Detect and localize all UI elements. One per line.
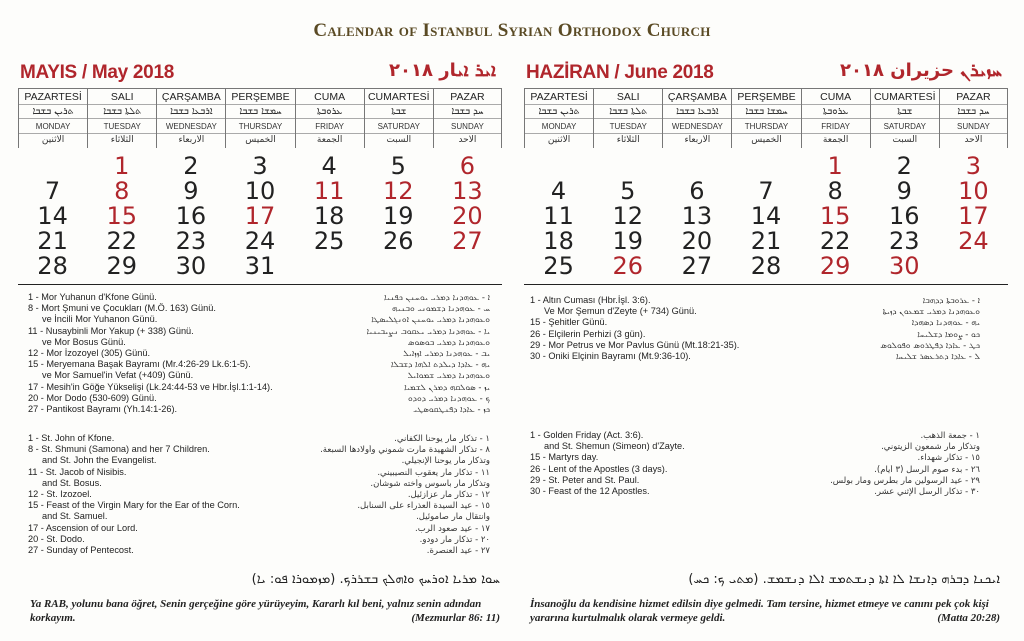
calendar-day: 15 <box>106 202 137 230</box>
weekday-name-english: WEDNESDAY <box>663 118 731 133</box>
calendar-day: 18 <box>313 202 345 230</box>
weekday-name-syriac: ܐܪܒܥܐ ܒܫܒܐ <box>676 106 719 117</box>
weekday-name-english: FRIDAY <box>296 118 364 133</box>
calendar-day: 18 <box>543 227 574 255</box>
event-item: ١١ - تذكار مار يعقوب النصيبيني. <box>377 467 490 478</box>
calendar-day: 20 <box>681 227 713 255</box>
weekday-name-syriac: ܬܠܬܐ ܒܫܒܐ <box>103 106 142 117</box>
weekday-header <box>524 88 593 148</box>
event-item: 11 - Nusaybinli Mor Yakup (+ 338) Günü. <box>28 325 194 336</box>
weekday-name-turkish: PAZAR <box>434 89 501 105</box>
month-header <box>18 58 502 88</box>
calendar-day: 24 <box>958 227 989 255</box>
event-item: ܘܥܘܗܕܢܐ ܕܡܪܝ ܝܘܚܢܢ ܐܘܢܓܠܝܣܛܐ <box>371 315 490 326</box>
month-name: MAYIS / May 2018 <box>20 62 174 83</box>
event-item: ܐ - ܥܪܘܒܬܐ ܕܕܗܒܐ <box>922 296 980 306</box>
month-name: HAZİRAN / June 2018 <box>526 62 714 83</box>
calendar-day: 13 <box>452 177 483 205</box>
month-name-syriac: ܐܝܪ ܐܝار ٢٠١٨ <box>389 60 496 81</box>
event-item: 12 - Mor İzozoyel (305) Günü. <box>28 348 151 359</box>
event-item: ٨ - تذكار الشهيدة مارت شموني وأولادها السبعة. <box>320 445 490 456</box>
event-item: ܝܗ - ܥܘܗܕܢܐ ܕܣܗܕܐ <box>911 318 980 329</box>
events-list-arabic <box>790 431 980 498</box>
event-item: 30 - Oniki Elçinin Bayramı (Mt.9:36-10). <box>530 351 691 362</box>
events-list-syriac <box>790 296 980 363</box>
event-item: وانتقال مار صاموئيل. <box>416 512 490 523</box>
calendar-day: 22 <box>106 227 137 255</box>
calendar-day: 8 <box>827 177 843 205</box>
weekday-name-arabic: الاثنين <box>525 133 593 147</box>
weekday-name-syriac: ܥܪܘܒܬܐ <box>822 106 849 117</box>
weekday-name-turkish: ÇARŞAMBA <box>663 89 731 105</box>
event-item: ܘܥܘܗܕܢܐ ܕܡܪܝ ܫܡܥܘܢ ܕܙܝܬܐ <box>882 307 980 318</box>
weekday-name-english: SUNDAY <box>434 118 501 133</box>
weekday-name-syriac: ܐܪܒܥܐ ܒܫܒܐ <box>170 106 213 117</box>
calendar-day: 14 <box>750 202 782 230</box>
event-item: ١ - جمعة الذهب. <box>920 431 980 441</box>
calendar-day: 30 <box>175 252 207 280</box>
event-item: ١٧ - عيد صعود الرب. <box>415 523 490 534</box>
event-item: ܠ - ܥܐܕܐ ܕܬܪܥܣܪ ܫܠܝܚܐ <box>896 352 980 363</box>
calendar-day-empty <box>939 254 1008 279</box>
weekday-name-syriac: ܬܠܬܐ ܒܫܒܐ <box>609 106 648 117</box>
event-item: 20 - St. Dodo. <box>28 533 85 544</box>
event-item: ܝܒ - ܥܘܗܕܢܐ ܕܡܪܝ ܐܙܙܐܝܠ <box>403 349 490 360</box>
weekday-name-arabic: الاثنين <box>19 133 87 147</box>
bible-verse <box>530 597 1000 625</box>
calendar-day: 25 <box>313 227 345 255</box>
calendar-day: 30 <box>889 252 920 280</box>
event-item: 17 - Ascension of our Lord. <box>28 522 138 533</box>
calendar-day: 19 <box>383 202 414 230</box>
weekday-name-syriac: ܬܪܝܢ ܒܫܒܐ <box>538 106 580 117</box>
days-grid <box>18 154 502 279</box>
weekday-name-syriac: ܚܕ ܒܫܒܐ <box>957 106 990 117</box>
weekday-name-turkish: PAZARTESİ <box>525 89 593 105</box>
event-item: 1 - Golden Friday (Act. 3:6). <box>530 430 644 440</box>
weekday-header <box>939 88 1008 148</box>
event-item: 1 - Mor Yuhanun d'Kfone Günü. <box>28 292 157 302</box>
weekday-name-arabic: الثلاثاء <box>88 133 156 147</box>
events-list-english <box>530 430 800 497</box>
weekday-name-syriac: ܚܕ ܒܫܒܐ <box>451 106 484 117</box>
calendar-day-empty <box>433 254 502 279</box>
event-item: ܟܙ - ܥܐܕܐ ܕܦܢܛܩܘܣܛܝ <box>413 405 490 416</box>
weekday-header <box>731 88 800 148</box>
event-item: 20 - Mor Dodo (530-609) Günü. <box>28 392 157 403</box>
month-calendar-june <box>524 58 1008 280</box>
calendar-day: 12 <box>612 202 643 230</box>
event-item: وتذكار مار يوحنا الإنجيلي. <box>401 456 490 467</box>
event-item: 15 - Şehitler Günü. <box>530 317 608 328</box>
event-item: 29 - St. Peter and St. Paul. <box>530 474 640 485</box>
calendar-day: 5 <box>620 177 636 205</box>
calendar-day-empty <box>18 154 87 179</box>
weekday-name-english: TUESDAY <box>594 118 662 133</box>
calendar-day: 10 <box>958 177 989 205</box>
event-item: ܟܘ - ܨܘܡܐ ܕܫܠܝܚܐ <box>917 329 980 340</box>
weekday-name-syriac: ܚܡܫܐ ܒܫܒܐ <box>239 106 282 117</box>
verse-text: Ya RAB, yolunu bana öğret, Senin gerçeğine göre yürüyeyim, Kararlı kıl beni, yalnız senin adından korkayım. <box>30 598 482 624</box>
weekday-name-arabic: الخميس <box>732 133 800 147</box>
weekday-name-turkish: ÇARŞAMBA <box>157 89 225 105</box>
event-item: ٢٩ - عيد الرسولين مار بطرس ومار بولس. <box>830 475 980 486</box>
weekday-name-arabic: السبت <box>871 133 939 147</box>
event-item: ١٥ - تذكار شهداء. <box>917 453 980 464</box>
events-list-english <box>28 433 288 556</box>
calendar-day: 20 <box>452 202 483 230</box>
calendar-day: 9 <box>896 177 912 205</box>
events-list-arabic <box>300 434 490 557</box>
events-list-turkish <box>28 292 298 415</box>
weekday-name-english: THURSDAY <box>732 118 800 133</box>
calendar-day: 15 <box>819 202 851 230</box>
event-item: 15 - Feast of the Virgin Mary for the Ear of the Corn. <box>28 500 240 511</box>
weekday-name-turkish: CUMARTESİ <box>871 89 939 105</box>
weekday-name-arabic: الجمعة <box>296 133 364 147</box>
calendar-day: 23 <box>175 227 207 255</box>
calendar-day: 3 <box>252 152 268 180</box>
calendar-day: 14 <box>37 202 68 230</box>
calendar-day: 25 <box>543 252 574 280</box>
event-item: ܟ - ܥܘܗܕܢܐ ܕܡܪܝ ܕܘܕܘ <box>408 393 490 404</box>
weekday-header <box>18 88 87 148</box>
weekday-name-turkish: PERŞEMBE <box>732 89 800 105</box>
event-item: 17 - Mesih'in Göğe Yükselişi (Lk.24:44-53 ve Hbr.İşl.1:1-14). <box>28 381 273 392</box>
event-item: 30 - Feast of the 12 Apostles. <box>530 486 650 497</box>
weekday-name-arabic: الاحد <box>940 133 1007 147</box>
event-item: Ve Mor Şemun d'Zeyte (+ 734) Günü. <box>544 306 697 317</box>
calendar-day-empty <box>364 254 433 279</box>
calendar-day: 7 <box>758 177 774 205</box>
weekday-name-english: WEDNESDAY <box>157 118 225 133</box>
weekday-name-turkish: CUMA <box>296 89 364 105</box>
event-item: ٢٧ - عيد العنصرة. <box>426 546 490 557</box>
calendar-day: 2 <box>896 152 912 180</box>
event-item: and St. Shemun (Simeon) d'Zayte. <box>544 441 685 452</box>
event-item: 26 - Elçilerin Perhizi (3 gün). <box>530 328 646 339</box>
event-item: ܝܙ - ܣܘܠܩܗ ܕܡܪܢ ܠܫܡܝܐ <box>404 382 490 393</box>
month-calendar-may <box>18 58 502 280</box>
weekday-header <box>156 88 225 148</box>
event-item: 12 - St. Izozoel. <box>28 489 92 500</box>
event-item: 8 - Mort Şmuni ve Çocukları (M.Ö. 163) Günü. <box>28 303 216 314</box>
calendar-day: 7 <box>44 177 61 205</box>
calendar-day: 16 <box>175 202 207 230</box>
weekday-name-turkish: SALI <box>594 89 662 105</box>
calendar-day: 6 <box>689 177 705 205</box>
calendar-day-empty <box>662 154 731 179</box>
bible-verse <box>30 597 500 625</box>
event-item: 1 - St. John of Kfone. <box>28 433 115 443</box>
event-item: وتذكار مار شمعون الزيتوني. <box>881 442 980 453</box>
calendar-day-empty <box>524 154 593 179</box>
weekday-name-turkish: CUMA <box>802 89 870 105</box>
weekday-name-english: TUESDAY <box>88 118 156 133</box>
event-item: 15 - Meryemana Başak Bayramı (Mr.4:26-29 Lk.6:1-5). <box>28 359 251 370</box>
calendar-day: 3 <box>965 152 982 180</box>
event-item: 29 - Mor Petrus ve Mor Pavlus Günü (Mt.18:21-35). <box>530 339 740 350</box>
month-header <box>524 58 1008 88</box>
weekday-name-turkish: PERŞEMBE <box>226 89 294 105</box>
events-list-turkish <box>530 295 800 362</box>
calendar-day: 24 <box>244 227 276 255</box>
event-item: ve İncili Mor Yuhanon Günü. <box>42 314 158 325</box>
calendar-day: 2 <box>183 152 199 180</box>
event-item: and St. Samuel. <box>42 511 108 522</box>
weekday-header <box>295 88 364 148</box>
event-item: 26 - Lent of the Apostles (3 days). <box>530 463 668 474</box>
calendar-day: 13 <box>681 202 713 230</box>
calendar-day: 28 <box>750 252 782 280</box>
calendar-day: 11 <box>313 177 345 205</box>
event-item: 27 - Pantikost Bayramı (Yh.14:1-26). <box>28 404 178 415</box>
calendar-grid <box>18 88 502 285</box>
weekday-name-english: THURSDAY <box>226 118 294 133</box>
weekday-name-syriac: ܚܡܫܐ ܒܫܒܐ <box>745 106 788 117</box>
event-item: ٢٠ - تذكار مار دودو. <box>419 534 490 545</box>
event-item: وتذكار مار باسوس وأخته شوشان. <box>370 478 490 489</box>
weekday-name-arabic: الجمعة <box>802 133 870 147</box>
calendar-day: 9 <box>183 177 199 205</box>
verse-syriac: ܐܝܟܢܐ ܕܒܪܗ ܕܐܢܫܐ ܠܐ ܐܬܐ ܕܢܫܬܡܫ ܐܠܐ ܕܢܫܡܫ. (ܡܬܝ ܟ: ܟܚ) <box>688 572 1000 587</box>
verse-text: İnsanoğlu da kendisine hizmet edilsin diye gelmedi. Tam tersine, hizmet etmeye ve canını pek çok kişi yararına kurtulmalık olarak vermeye geldi. <box>530 598 989 624</box>
weekday-header-row <box>18 88 502 148</box>
weekday-name-turkish: SALI <box>88 89 156 105</box>
calendar-day: 19 <box>612 227 643 255</box>
calendar-day: 23 <box>889 227 920 255</box>
weekday-name-turkish: PAZARTESİ <box>19 89 87 105</box>
month-name-syriac: ܚܙܝܪܢ حزيران ٢٠١٨ <box>840 60 1002 81</box>
calendar-day: 17 <box>244 202 276 230</box>
event-item: ܟܛ - ܥܐܕܐ ܕܦܛܪܘܣ ܘܦܘܠܘܣ <box>880 340 980 351</box>
weekday-name-arabic: الخميس <box>226 133 294 147</box>
event-item: and St. John the Evangelist. <box>42 455 157 466</box>
calendar-day: 6 <box>459 152 476 180</box>
calendar-day: 29 <box>819 252 851 280</box>
page-title: Calendar of Istanbul Syrian Orthodox Church <box>313 20 711 41</box>
calendar-day: 10 <box>244 177 276 205</box>
weekday-name-arabic: الاربعاء <box>157 133 225 147</box>
verse-reference: (Matta 20:28) <box>937 612 1000 624</box>
verse-syriac: ܚܘܐ ܡܪܝܐ ܐܘܪܚܟ ܘܐܗܠܟ ܒܫܪܪܟ. (ܡܙܡܘܪܐ ܦܘ: ܝܐ) <box>251 572 500 587</box>
weekday-name-english: FRIDAY <box>802 118 870 133</box>
weekday-name-syriac: ܥܪܘܒܬܐ <box>316 106 343 117</box>
weekday-header-row <box>524 88 1008 148</box>
weekday-header <box>433 88 502 148</box>
calendar-day: 21 <box>750 227 782 255</box>
calendar-day-empty <box>295 254 364 279</box>
weekday-name-english: SATURDAY <box>871 118 939 133</box>
weekday-name-arabic: السبت <box>365 133 433 147</box>
event-item: ܝܗ - ܥܐܕܐ ܕܝܠܕܬ ܐܠܗܐ ܕܫܒܠܐ <box>390 360 490 371</box>
calendar-day: 11 <box>543 202 574 230</box>
calendar-day: 4 <box>321 152 337 180</box>
event-item: ٢٦ - بدء صوم الرسل (٣ أيام). <box>874 464 980 475</box>
event-item: ܘܥܘܗܕܢܐ ܕܡܪܝ ܫܡܘܐܝܠ <box>407 371 490 382</box>
calendar-day: 31 <box>244 252 276 280</box>
calendar-day-empty <box>731 154 800 179</box>
calendar-day: 29 <box>106 252 137 280</box>
event-item: 27 - Sunday of Pentecost. <box>28 545 134 556</box>
event-item: 1 - Altın Cuması (Hbr.İşl. 3:6). <box>530 295 651 305</box>
events-list-syriac <box>300 293 490 416</box>
event-item: ١٥ - عيد السيدة العذراء على السنابل. <box>357 501 490 512</box>
weekday-header <box>801 88 870 148</box>
event-item: ١ - تذكار مار يوحنا الكفاني. <box>394 434 490 444</box>
weekday-name-arabic: الاربعاء <box>663 133 731 147</box>
calendar-day: 4 <box>550 177 567 205</box>
calendar-day: 22 <box>819 227 851 255</box>
calendar-day: 27 <box>452 227 483 255</box>
event-item: ܐ - ܥܘܗܕܢܐ ܕܡܪܝ ܝܘܚܢܢ ܟܦܢܝܐ <box>384 293 490 303</box>
weekday-header <box>364 88 433 148</box>
weekday-name-english: MONDAY <box>525 118 593 133</box>
calendar-day: 27 <box>681 252 713 280</box>
weekday-name-arabic: الاحد <box>434 133 501 147</box>
weekday-name-turkish: PAZAR <box>940 89 1007 105</box>
weekday-header <box>225 88 294 148</box>
event-item: 8 - St. Shmuni (Samona) and her 7 Children. <box>28 444 210 455</box>
weekday-name-syriac: ܫܒܬܐ <box>897 106 913 117</box>
calendar-day: 5 <box>390 152 406 180</box>
weekday-name-english: SATURDAY <box>365 118 433 133</box>
event-item: ܘܥܘܗܕܢܐ ܕܡܪܝ ܒܘܣܘܣ <box>407 337 490 348</box>
calendar-day: 17 <box>958 202 989 230</box>
calendar-day: 28 <box>37 252 68 280</box>
calendar-day: 21 <box>37 227 68 255</box>
calendar-day: 8 <box>114 177 130 205</box>
event-item: ٣٠ - تذكار الرسل الإثني عشر. <box>874 487 980 498</box>
calendar-grid <box>524 88 1008 285</box>
weekday-name-english: SUNDAY <box>940 118 1007 133</box>
verse-reference: (Mezmurlar 86: 11) <box>411 612 500 624</box>
event-item: 15 - Martyrs day. <box>530 452 599 463</box>
event-item: and St. Bosus. <box>42 477 102 488</box>
weekday-name-syriac: ܫܒܬܐ <box>391 106 407 117</box>
calendar-day: 1 <box>827 152 843 180</box>
event-item: ١٢ - تذكار مار عزازئيل. <box>407 490 490 501</box>
weekday-name-english: MONDAY <box>19 118 87 133</box>
calendar-day: 26 <box>383 227 414 255</box>
weekday-name-turkish: CUMARTESİ <box>365 89 433 105</box>
weekday-name-arabic: الثلاثاء <box>594 133 662 147</box>
weekday-header <box>87 88 156 148</box>
event-item: ve Mor Samuel'in Vefat (+409) Günü. <box>42 370 194 381</box>
weekday-header <box>593 88 662 148</box>
calendar-day: 12 <box>383 177 414 205</box>
event-item: ܝܐ - ܥܘܗܕܢܐ ܕܡܪܝ ܝܥܩܘܒ ܢܨܝܒܝܢܝܐ <box>366 326 490 337</box>
calendar-day: 16 <box>889 202 920 230</box>
weekday-name-syriac: ܬܪܝܢ ܒܫܒܐ <box>32 106 74 117</box>
event-item: ve Mor Bosus Günü. <box>42 336 126 347</box>
event-item: 11 - St. Jacob of Nisibis. <box>28 466 127 477</box>
event-item: ܚ - ܥܘܗܕܢܐ ܕܫܡܘܢܝ ܘܒܢܝܗ <box>392 304 490 315</box>
weekday-header <box>662 88 731 148</box>
calendar-day: 26 <box>612 252 643 280</box>
calendar-day: 1 <box>114 152 130 180</box>
calendar-day-empty <box>593 154 662 179</box>
days-grid <box>524 154 1008 279</box>
weekday-header <box>870 88 939 148</box>
